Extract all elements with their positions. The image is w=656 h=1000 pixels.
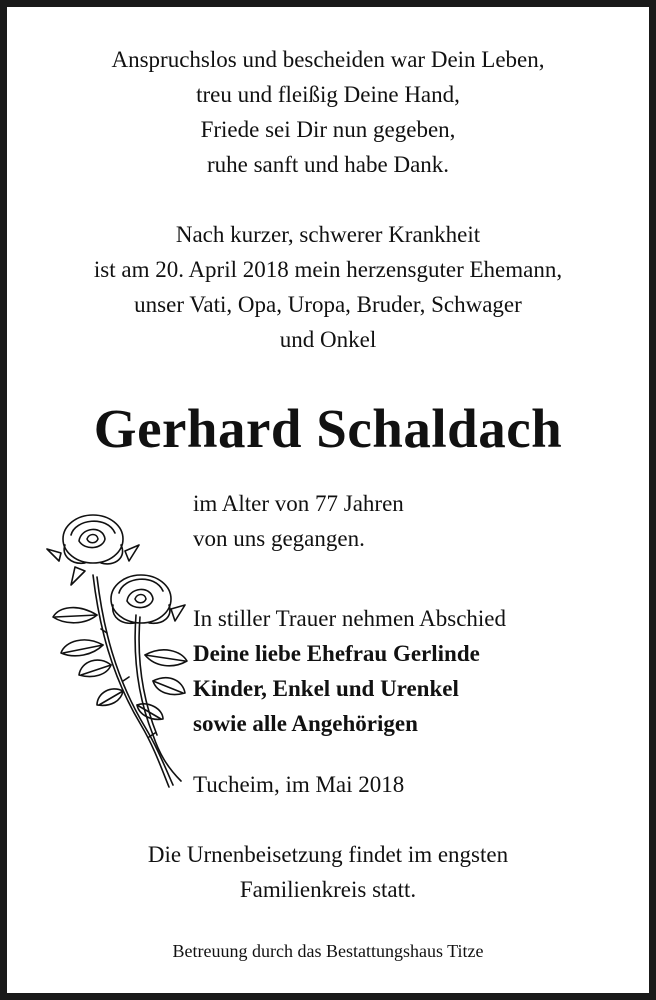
age-line-1: im Alter von 77 Jahren: [193, 491, 404, 516]
announcement-line-3: unser Vati, Opa, Uropa, Bruder, Schwager: [134, 292, 522, 317]
mourner-line-3: sowie alle Angehörigen: [193, 711, 418, 736]
announcement-line-1: Nach kurzer, schwerer Krankheit: [175, 222, 481, 247]
poem-line-4: ruhe sanft und habe Dank.: [206, 152, 450, 177]
mourners-intro: In stiller Trauer nehmen Abschied: [193, 606, 507, 631]
age-line-2: von uns gegangen.: [193, 526, 365, 551]
deceased-name: Gerhard Schaldach: [93, 398, 563, 459]
burial-note-line-1: Die Urnenbeisetzung findet im engsten: [147, 842, 509, 867]
mourner-line-2: Kinder, Enkel und Urenkel: [193, 676, 459, 701]
poem-line-1: Anspruchslos und bescheiden war Dein Leben,: [111, 47, 545, 72]
announcement-line-4: und Onkel: [279, 327, 377, 352]
poem-line-3: Friede sei Dir nun gegeben,: [200, 117, 456, 142]
poem-line-2: treu und fleißig Deine Hand,: [196, 82, 460, 107]
roses-illustration-icon: [41, 505, 191, 795]
funeral-home-credit: Betreuung durch das Bestattungshaus Titze: [172, 941, 484, 961]
announcement-line-2: ist am 20. April 2018 mein herzensguter Ehemann,: [93, 257, 563, 282]
mourner-line-1: Deine liebe Ehefrau Gerlinde: [193, 641, 480, 666]
burial-note-line-2: Familienkreis statt.: [239, 877, 417, 902]
place-date: Tucheim, im Mai 2018: [193, 772, 405, 797]
